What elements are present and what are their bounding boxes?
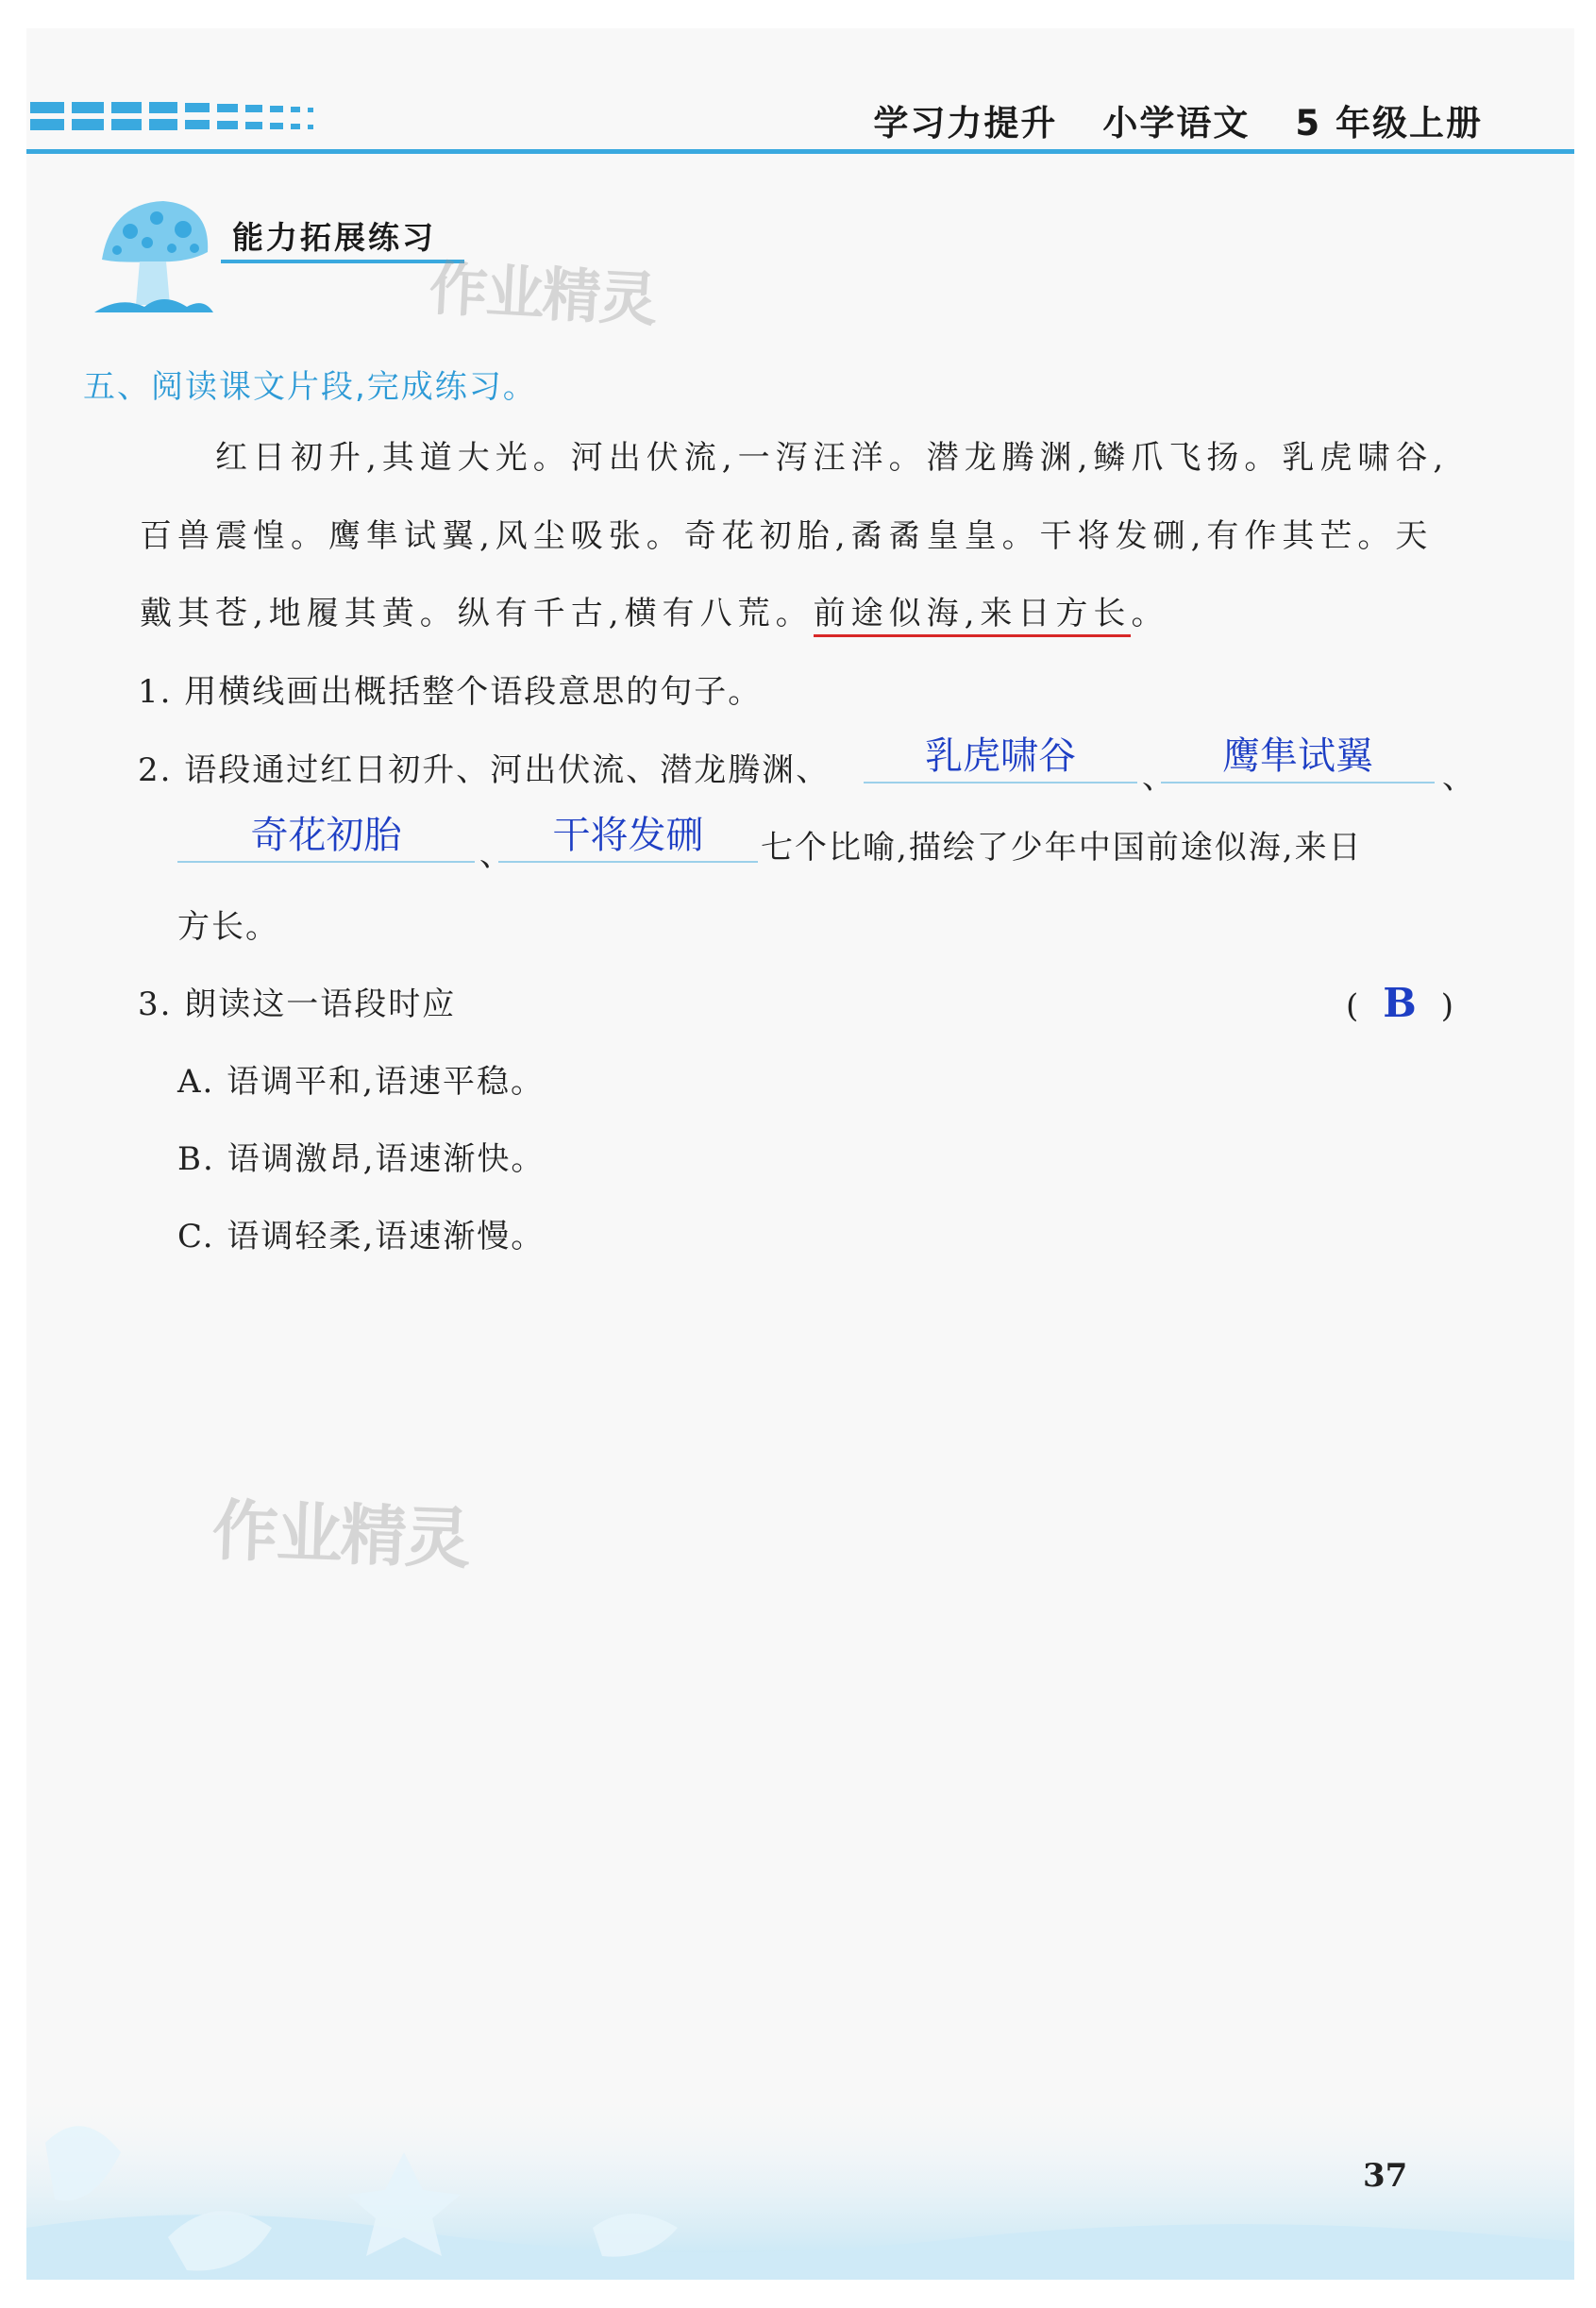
separator: 、	[479, 836, 512, 874]
separator: 、	[1442, 759, 1474, 797]
passage-line-1: 红日初升,其道大光。河出伏流,一泻汪洋。潜龙腾渊,鳞爪飞扬。乳虎啸谷,	[215, 439, 1450, 477]
underlined-summary-sentence: 前途似海,来日方长	[814, 595, 1132, 637]
subject-label: 小学语文	[1102, 103, 1251, 143]
answer-blank-4[interactable]: 干将发硎	[498, 814, 758, 863]
passage-line-2: 百兽震惶。鹰隼试翼,风尘吸张。奇花初胎,矞矞皇皇。干将发硎,有作其芒。天	[140, 517, 1434, 555]
answer-parentheses[interactable]	[1346, 980, 1453, 1026]
question-2-suffix: 七个比喻,描绘了少年中国前途似海,来日	[761, 829, 1363, 867]
watermark: 作业精灵	[210, 1491, 471, 1578]
page-number: 37	[1363, 2157, 1408, 2195]
paren-open: (	[1346, 987, 1359, 1025]
passage-line-3	[140, 595, 1456, 632]
option-b: B. 语调激昂,语速渐快。	[177, 1140, 546, 1178]
question-1: 1. 用横线画出概括整个语段意思的句子。	[138, 673, 763, 711]
book-title: 学习力提升	[873, 103, 1058, 143]
option-a: A. 语调平和,语速平稳。	[177, 1063, 545, 1101]
section-heading: 五、阅读课文片段,完成练习。	[83, 368, 537, 406]
answer-blank-3[interactable]: 奇花初胎	[177, 814, 475, 863]
paren-close: )	[1440, 987, 1454, 1025]
header-rule	[26, 149, 1574, 154]
watermark: 作业精灵	[427, 253, 658, 335]
question-3: 3. 朗读这一语段时应	[138, 986, 457, 1023]
seashell-footer-decoration	[26, 2086, 1574, 2280]
choice-answer: B	[1383, 980, 1417, 1026]
passage-line-3-text: 戴其苍,地履其黄。纵有千古,横有八荒。	[140, 595, 814, 632]
passage-line-3-end: 。	[1131, 595, 1169, 632]
section-banner-title: 能力拓展练习	[232, 219, 436, 256]
separator: 、	[1142, 759, 1174, 797]
header-dash-decoration	[30, 100, 464, 134]
header-title	[873, 94, 1483, 145]
grade-label: 5 年级上册	[1295, 103, 1483, 143]
answer-blank-1[interactable]: 乳虎啸谷	[864, 734, 1137, 783]
banner-underline	[221, 260, 464, 263]
mushroom-icon	[92, 194, 215, 321]
question-2-prefix: 2. 语段通过红日初升、河出伏流、潜龙腾渊、	[138, 751, 831, 789]
question-2-end: 方长。	[177, 908, 279, 946]
option-c: C. 语调轻柔,语速渐慢。	[177, 1218, 546, 1255]
answer-blank-2[interactable]: 鹰隼试翼	[1161, 734, 1435, 783]
